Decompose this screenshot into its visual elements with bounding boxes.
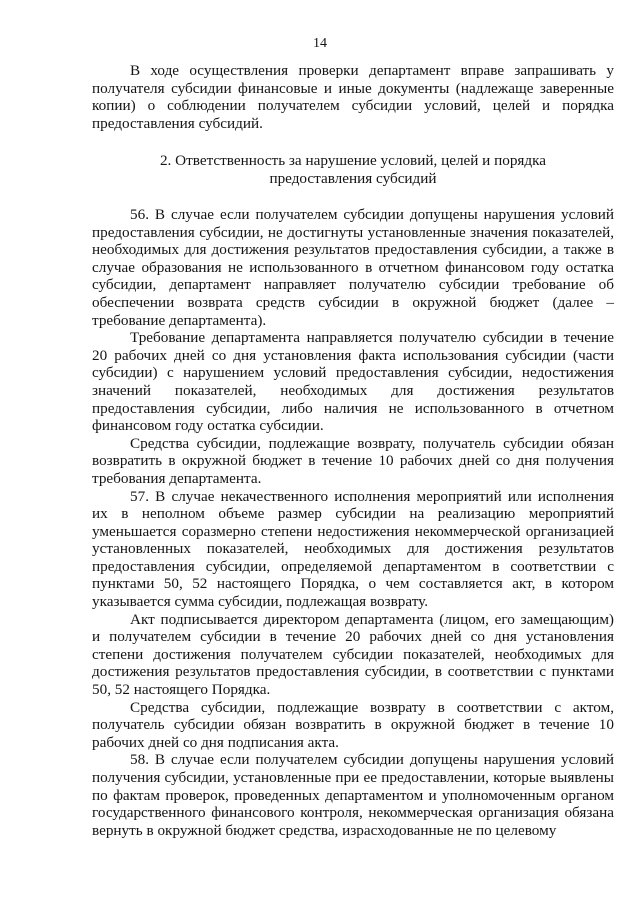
paragraph-57-return: Средства субсидии, подлежащие возврату в соответствии с актом, получатель субсидии обязан возвратить в окружной бюджет в течение 10 рабочих дней со дня подписания акта. [92, 698, 614, 751]
paragraph-57-act: Акт подписывается директором департамента (лицом, его замещающим) и получателем субсидии в течение 20 рабочих дней со дня установления степени достижения получателем субсидии показателей, необходимых для достижения результатов предоставления субсидии, в соответствии с пунктами 50, 52 настоящего Порядка. [92, 610, 614, 699]
section-heading-line-1: 2. Ответственность за нарушение условий, целей и порядка [159, 152, 547, 169]
section-heading [92, 152, 614, 187]
paragraph-56-return: Средства субсидии, подлежащие возврату, получатель субсидии обязан возвратить в окружной бюджет в течение 10 рабочих дней со дня получения требования департамента. [92, 434, 614, 487]
paragraph-58: 58. В случае если получателем субсидии допущены нарушения условий получения субсидии, установленные при ее предоставлении, которые выявлены по фактам проверок, проведенных департаментом и уполномоченным органом государственного финансового контроля, некоммерческая организация обязана вернуть в окружной бюджет средства, израсходованные не по целевому [92, 751, 614, 839]
intro-paragraph: В ходе осуществления проверки департамент вправе запрашивать у получателя субсидии финансовые и иные документы (надлежаще заверенные копии) о соблюдении получателем субсидии условий, целей и порядка предоставления субсидий. [92, 62, 614, 132]
body-text [92, 206, 614, 839]
paragraph-57: 57. В случае некачественного исполнения мероприятий или исполнения их в неполном объеме размер субсидии на реализацию мероприятий уменьшается соразмерно степени недостижения некоммерческой организацией установленных показателей, необходимых для достижения результатов предоставления субсидии, определяемой департаментом в соответствии с пунктами 50, 52 настоящего Порядка, о чем составляется акт, в котором указывается сумма субсидии, подлежащая возврату. [92, 487, 614, 611]
paragraph-56: 56. В случае если получателем субсидии допущены нарушения условий предоставления субсидии, не достигнуты установленные значения показателей, необходимых для достижения результатов предоставления субсидии, а также в случае образования не использованного в отчетном финансовом году остатка субсидии, департамент направляет получателю субсидии требование об обеспечении возврата средств субсидии в окружной бюджет (далее – требование департамента). [92, 206, 614, 329]
page-number: 14 [313, 36, 327, 51]
paragraph-56-demand: Требование департамента направляется получателю субсидии в течение 20 рабочих дней со дня установления факта использования субсидии (части субсидии) с нарушением условий предоставления субсидии, недостижения значений показателей, необходимых для достижения результатов предоставления субсидии, либо наличия не использованного в отчетном финансовом году остатка субсидии. [92, 329, 614, 435]
intro-block [92, 62, 614, 132]
section-heading-line-2: предоставления субсидий [269, 169, 437, 187]
